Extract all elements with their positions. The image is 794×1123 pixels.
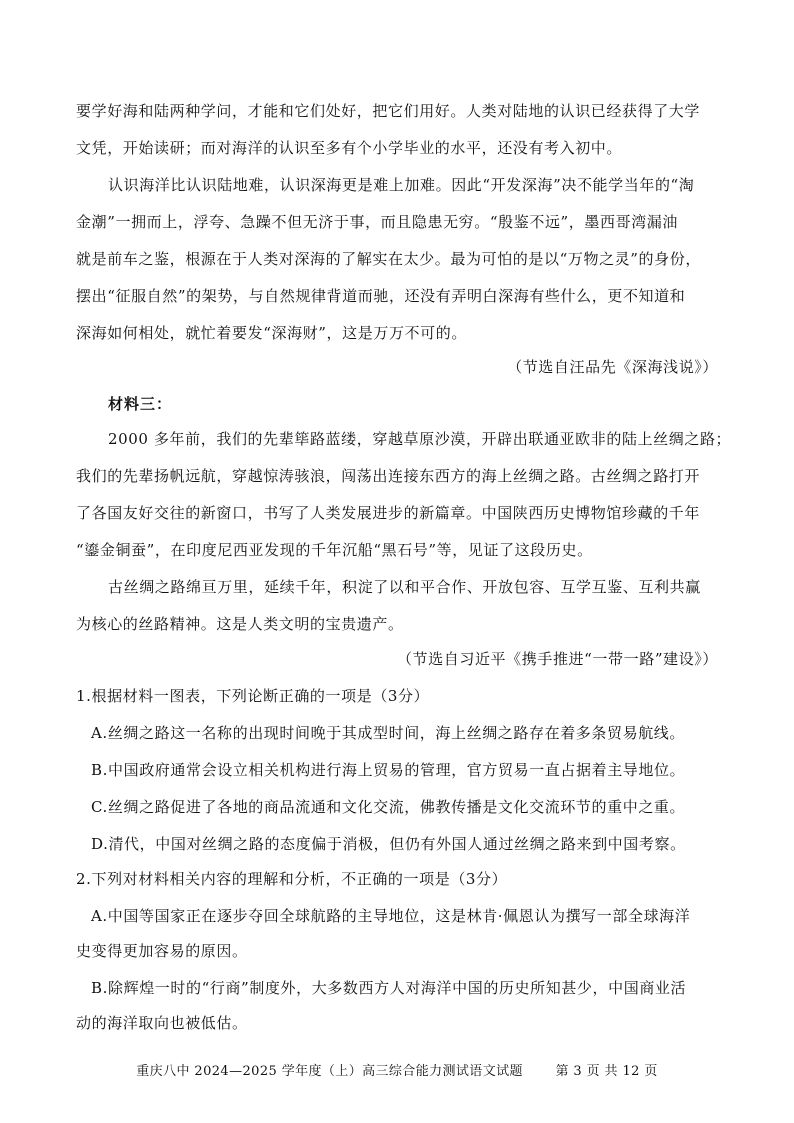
page-footer bbox=[0, 1063, 794, 1081]
question-option-continued: 动的海洋取向也被低估。 bbox=[76, 1014, 248, 1032]
question-stem: 2.下列对材料相关内容的理解和分析，不正确的一项是（3分） bbox=[76, 870, 508, 888]
question-option-continued: 史变得更加容易的原因。 bbox=[76, 942, 248, 960]
question-option: A.丝绸之路这一名称的出现时间晚于其成型时间，海上丝绸之路存在着多条贸易航线。 bbox=[91, 724, 686, 742]
question-option: B.中国政府通常会设立相关机构进行海上贸易的管理，官方贸易一直占据着主导地位。 bbox=[91, 761, 686, 779]
question-option: A.中国等国家正在逐步夺回全球航路的主导地位，这是林肯·佩恩认为撰写一部全球海洋 bbox=[91, 907, 691, 925]
material-title: 材料三： bbox=[108, 395, 173, 413]
source-citation: （节选自习近平《携手推进“一带一路”建设》） bbox=[396, 650, 718, 668]
question-stem: 1.根据材料一图表，下列论断正确的一项是（3分） bbox=[76, 687, 430, 705]
passage-line: 古丝绸之路绵亘万里，延续千年，积淀了以和平合作、开放包容、互学互鉴、互利共赢 bbox=[108, 578, 701, 596]
passage-line: 2000 多年前，我们的先辈筚路蓝缕，穿越草原沙漠，开辟出联通亚欧非的陆上丝绸之路； bbox=[108, 430, 732, 448]
question-option: B.除辉煌一时的“行商”制度外，大多数西方人对海洋中国的历史所知甚少，中国商业活 bbox=[91, 979, 687, 997]
passage-line: 要学好海和陆两种学问，才能和它们处好，把它们用好。人类对陆地的认识已经获得了大学 bbox=[76, 102, 701, 120]
passage-line: 摆出“征服自然”的架势，与自然规律背道而驰，还没有弄明白深海有些什么，更不知道和 bbox=[76, 287, 686, 305]
page-number: 第 3 页 共 12 页 bbox=[555, 1064, 658, 1079]
passage-line: 了各国友好交往的新窗口，书写了人类发展进步的新篇章。中国陕西历史博物馆珍藏的千年 bbox=[76, 504, 701, 522]
passage-line: “鎏金铜蚕”，在印度尼西亚发现的千年沉船“黑石号”等，见证了这段历史。 bbox=[76, 541, 593, 559]
question-option: C.丝绸之路促进了各地的商品流通和文化交流，佛教传播是文化交流环节的重中之重。 bbox=[91, 798, 686, 816]
exam-title: 重庆八中 2024—2025 学年度（上）高三综合能力测试语文试题 bbox=[136, 1064, 523, 1079]
passage-line: 为核心的丝路精神。这是人类文明的宝贵遗产。 bbox=[76, 615, 404, 633]
passage-line: 认识海洋比认识陆地难，认识深海更是难上加难。因此“开发深海”决不能学当年的“淘 bbox=[108, 176, 695, 194]
passage-line: 我们的先辈扬帆远航，穿越惊涛骇浪，闯荡出连接东西方的海上丝绸之路。古丝绸之路打开 bbox=[76, 467, 701, 485]
passage-line: 深海如何相处，就忙着要发“深海财”，这是万万不可的。 bbox=[76, 324, 467, 342]
passage-line: 金潮”一拥而上，浮夸、急躁不但无济于事，而且隐患无穷。“殷鉴不远”，墨西哥湾漏油 bbox=[76, 213, 679, 231]
passage-line: 文凭，开始读研；而对海洋的认识至多有个小学毕业的水平，还没有考入初中。 bbox=[76, 139, 623, 157]
question-option: D.清代，中国对丝绸之路的态度偏于消极，但仍有外国人通过丝绸之路来到中国考察。 bbox=[91, 835, 686, 853]
source-citation: （节选自汪品先《深海浅说》） bbox=[507, 358, 718, 376]
passage-line: 就是前车之鉴，根源在于人类对深海的了解实在太少。最为可怕的是以“万物之灵”的身份， bbox=[76, 250, 701, 268]
